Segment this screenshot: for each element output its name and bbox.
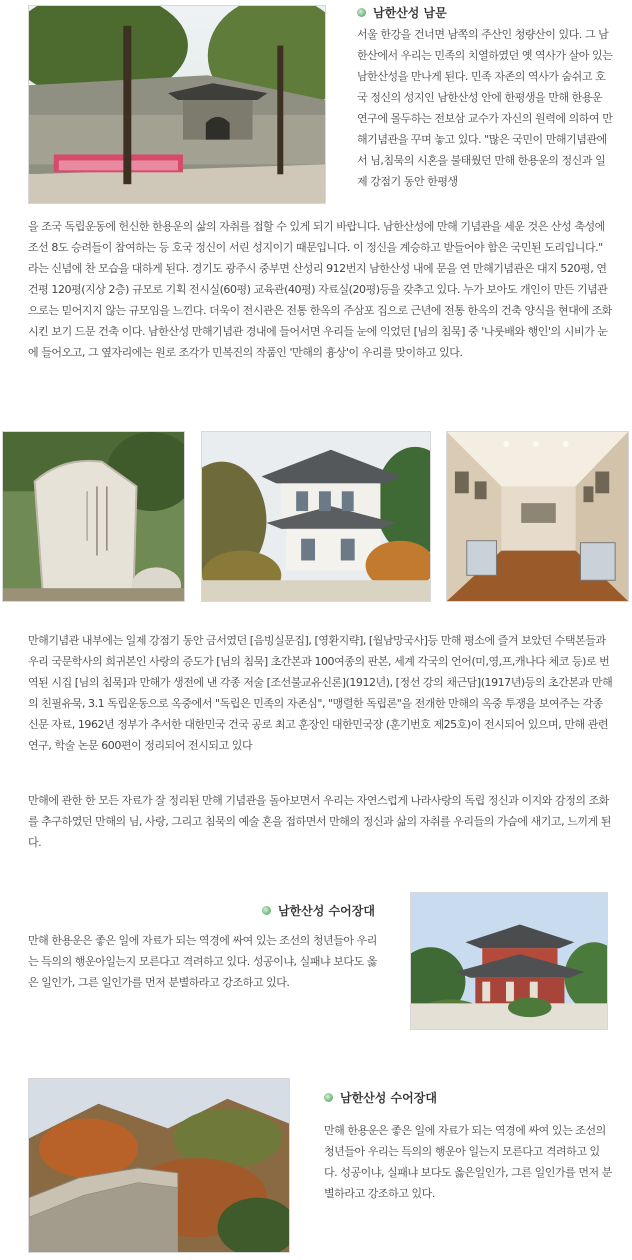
section-title-label: 남한산성 남문 <box>373 6 447 20</box>
sueojangdae-title-1 <box>262 902 375 919</box>
sueojangdae-text-2: 만해 한용운은 좋은 일에 자료가 되는 역경에 싸여 있는 조선의 청년들아 우리는 득의의 행운아 일는지 모른다고 격려하고 있다. 성공이냐, 실패냐 보다도 옳은일인가, 그른 일인가를 먼저 분별하라고 강조하고 있다. <box>324 1124 612 1200</box>
bullet-icon <box>262 906 271 915</box>
poem-monument-photo <box>2 431 185 602</box>
south-gate-photo <box>28 5 326 204</box>
south-gate-title <box>357 4 447 21</box>
fortress-wall-photo <box>28 1078 290 1253</box>
sueojangdae-title-2 <box>324 1089 437 1106</box>
section-title-label: 남한산성 수어장대 <box>340 1091 437 1105</box>
section-title-label: 남한산성 수어장대 <box>278 904 375 918</box>
exhibition-interior-photo <box>446 431 629 602</box>
reflection-text: 만해에 관한 한 모든 자료가 잘 정리된 만해 기념관을 돌아보면서 우리는 자연스럽게 나라사랑의 독립 정신과 이지와 감정의 조화를 추구하였던 만해의 님, 사랑, 그리고 침묵의 예술 혼을 접하면서 만해의 정신과 삶의 자취를 우리들의 가슴에 새기고, 느끼게 된다. <box>28 794 611 849</box>
bullet-icon <box>324 1093 333 1102</box>
bullet-icon <box>357 8 366 17</box>
exhibits-text: 만해기념관 내부에는 일제 강점기 동안 금서였던 [음빙실문집], [영환지략], [월남망국사]등 만해 평소에 즐겨 보았던 수택본들과 우리 국문학사의 희귀본인 사랑의 증도가 [님의 침묵] 초간본과 100여종의 판본, 세계 각국의 언어(미,영,프,캐나다 체코 등)로 번역된 시집 [님의 침묵]과 만해가 생전에 낸 각종 저술 [조선불교유신론](1912년), [정선 강의 채근담](1917년)등의 초간본과 만해의 친필유묵, 3.1 독립운동으로 옥중에서 "독립은 민족의 자존심", "맹렬한 독립론"을 전개한 만해의 옥중 투쟁을 보여주는 각종 신문 자료, 1962년 정부가 추서한 대한민국 건국 공로 최고 훈장인 대한민국장 (훈기번호 제25호)이 전시되어 있으며, 만해 관련 연구, 학술 논문 600편이 정리되어 전시되고 있다 <box>28 634 613 752</box>
south-gate-intro-text: 서울 한강을 건너면 남쪽의 주산인 청량산이 있다. 그 남한산에서 우리는 민족의 치열하였던 옛 역사가 살아 있는 남한산성을 만나게 된다. 민족 자존의 역사가 숨쉬고 호국 정신의 성지인 남한산성 안에 한평생을 만해 한용운 연구에 몰두하는 전보삼 교수가 자신의 원력에 의하여 만해기념관을 꾸며 놓고 있다. "많은 국민이 만해기념관에서 님,침묵의 시혼을 불태웠던 만해 한용운의 정신과 일제 강점기 동안 한평생 <box>357 28 613 188</box>
south-gate-body-text: 을 조국 독립운동에 헌신한 한용운의 삶의 자취를 접할 수 있게 되기 바랍니다. 남한산성에 만해 기념관을 세운 것은 산성 축성에 조선 8도 승려들이 참여하는 등 호국 정신이 서린 성지이기 때문입니다. 이 정신을 계승하고 받들어야 함은 국민된 도리입니다." 라는 신념에 찬 모습을 대하게 된다. 경기도 광주시 중부면 산성리 912번지 남한산성 내에 문을 연 만해기념관은 대지 520평, 연건평 120평(지상 2층) 규모로 기획 전시실(60평) 교육관(40평) 자료실(20평)등을 갖추고 있다. 누가 보아도 개인이 만든 기념관으로는 믿어지지 않는 규모임을 느낀다. 더욱이 전시관은 전통 한옥의 주삼포 집으로 근년에 전통 한옥의 건축 양식을 현대에 조화시킨 보기 드문 건축 이다. 남한산성 만해기념관 경내에 들어서면 우리들 눈에 익었던 [님의 침묵] 중 '나룻배와 행인'의 시비가 눈에 들어오고, 그 옆자리에는 원로 조각가 민복진의 작품인 '만해의 흉상'이 우리를 맞이하고 있다. <box>28 220 612 359</box>
sueojangdae-photo-1 <box>410 892 608 1030</box>
memorial-hall-photo <box>201 431 431 602</box>
sueojangdae-text-1: 만해 한용운은 좋은 일에 자료가 되는 역경에 싸여 있는 조선의 청년들아 우리는 득의의 행운아일는지 모른다고 격려하고 있다. 성공이냐, 실패냐 보다도 옳은 일인가, 그른 일인가를 먼저 분별하라고 강조하고 있다. <box>28 934 377 989</box>
